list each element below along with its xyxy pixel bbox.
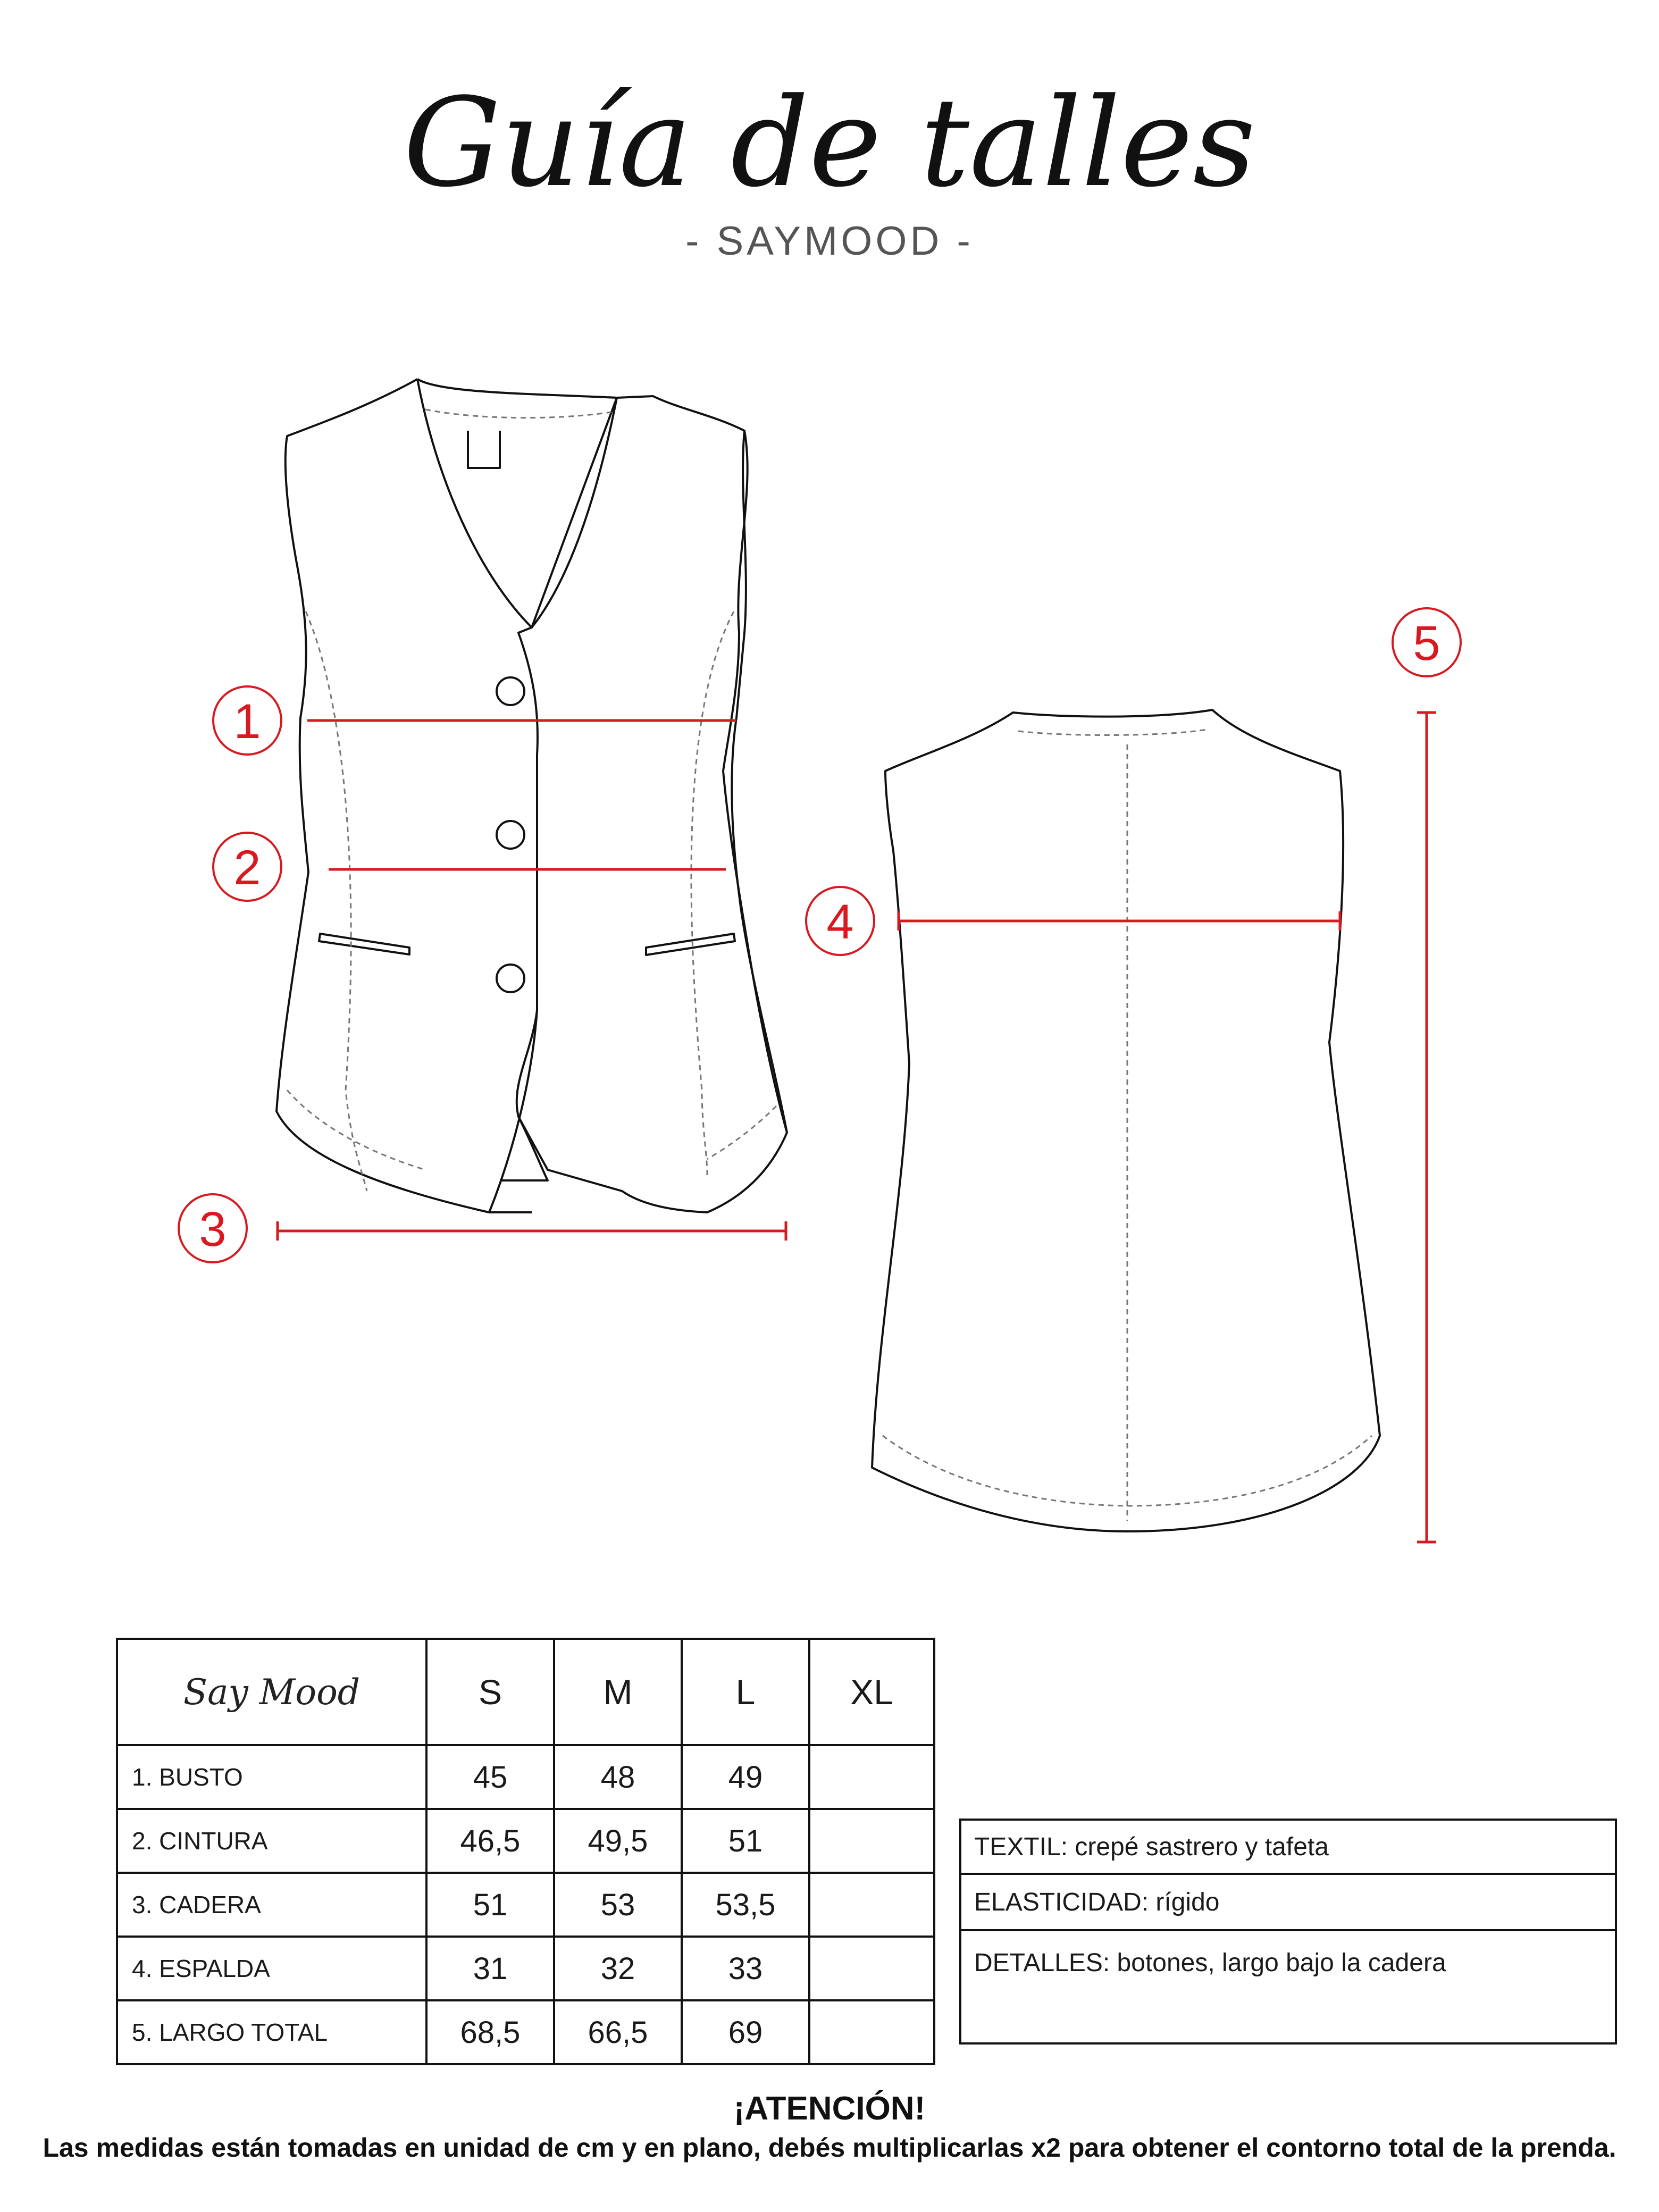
cell-value: 49,5 xyxy=(554,1809,682,1873)
front-vest xyxy=(276,379,787,1212)
table-row xyxy=(117,1937,934,2000)
svg-text:2: 2 xyxy=(233,841,261,895)
cell-value xyxy=(809,1745,934,1809)
back-vest-stitching xyxy=(883,730,1372,1521)
warning-text: Las medidas están tomadas en unidad de cm y en plano, debés multiplicarlas x2 para obtener el contorno total de la prenda. xyxy=(43,2133,1616,2163)
row-label: 1. BUSTO xyxy=(117,1745,426,1809)
page-title: Guía de talles xyxy=(403,72,1256,214)
info-row xyxy=(960,1930,1616,2043)
svg-text:3: 3 xyxy=(199,1202,227,1256)
cell-value: 69 xyxy=(682,2000,809,2064)
size-header: L xyxy=(682,1639,809,1745)
cell-value: 68,5 xyxy=(426,2000,554,2064)
size-table-header xyxy=(117,1639,934,1745)
info-row xyxy=(960,1820,1616,1874)
size-header: M xyxy=(554,1639,682,1745)
size-header: XL xyxy=(809,1639,934,1745)
cell-value: 46,5 xyxy=(426,1809,554,1873)
cell-value: 31 xyxy=(426,1937,554,2000)
cell-value: 66,5 xyxy=(554,2000,682,2064)
cell-value: 45 xyxy=(426,1745,554,1809)
brand-subtitle: - SAYMOOD - xyxy=(685,219,974,264)
cell-value xyxy=(809,1937,934,2000)
cell-value xyxy=(809,1809,934,1873)
marker-3 xyxy=(179,1194,247,1262)
back-vest xyxy=(872,710,1380,1531)
svg-text:1: 1 xyxy=(233,694,261,749)
table-row xyxy=(117,1873,934,1937)
row-label: 2. CINTURA xyxy=(117,1809,426,1873)
row-label: 4. ESPALDA xyxy=(117,1937,426,2000)
cell-value: 53 xyxy=(554,1873,682,1937)
info-row xyxy=(960,1874,1616,1930)
size-header: S xyxy=(426,1639,554,1745)
elasticidad-info: ELASTICIDAD: rígido xyxy=(960,1874,1616,1930)
fabric-info-table xyxy=(959,1819,1617,2045)
svg-text:4: 4 xyxy=(826,895,854,949)
table-row xyxy=(117,1809,934,1873)
marker-4 xyxy=(806,887,874,955)
marker-5 xyxy=(1393,608,1461,676)
marker-1 xyxy=(213,686,281,755)
measure-lines xyxy=(278,713,1436,1542)
textil-info: TEXTIL: crepé sastrero y tafeta xyxy=(960,1820,1616,1874)
marker-2 xyxy=(213,833,281,901)
cell-value: 48 xyxy=(554,1745,682,1809)
row-label: 3. CADERA xyxy=(117,1873,426,1937)
table-row xyxy=(117,1745,934,1809)
cell-value xyxy=(809,1873,934,1937)
cell-value: 53,5 xyxy=(682,1873,809,1937)
cell-value: 49 xyxy=(682,1745,809,1809)
cell-value: 51 xyxy=(682,1809,809,1873)
brand-signature: Say Mood xyxy=(117,1639,426,1745)
detalles-info: DETALLES: botones, largo bajo la cadera xyxy=(960,1930,1616,2043)
row-label: 5. LARGO TOTAL xyxy=(117,2000,426,2064)
svg-text:5: 5 xyxy=(1413,616,1440,671)
cell-value: 32 xyxy=(554,1937,682,2000)
size-table xyxy=(116,1638,935,2065)
cell-value: 51 xyxy=(426,1873,554,1937)
table-row xyxy=(117,2000,934,2064)
cell-value xyxy=(809,2000,934,2064)
cell-value: 33 xyxy=(682,1937,809,2000)
front-vest-stitching xyxy=(287,409,776,1191)
warning-title: ¡ATENCIÓN! xyxy=(733,2090,926,2127)
